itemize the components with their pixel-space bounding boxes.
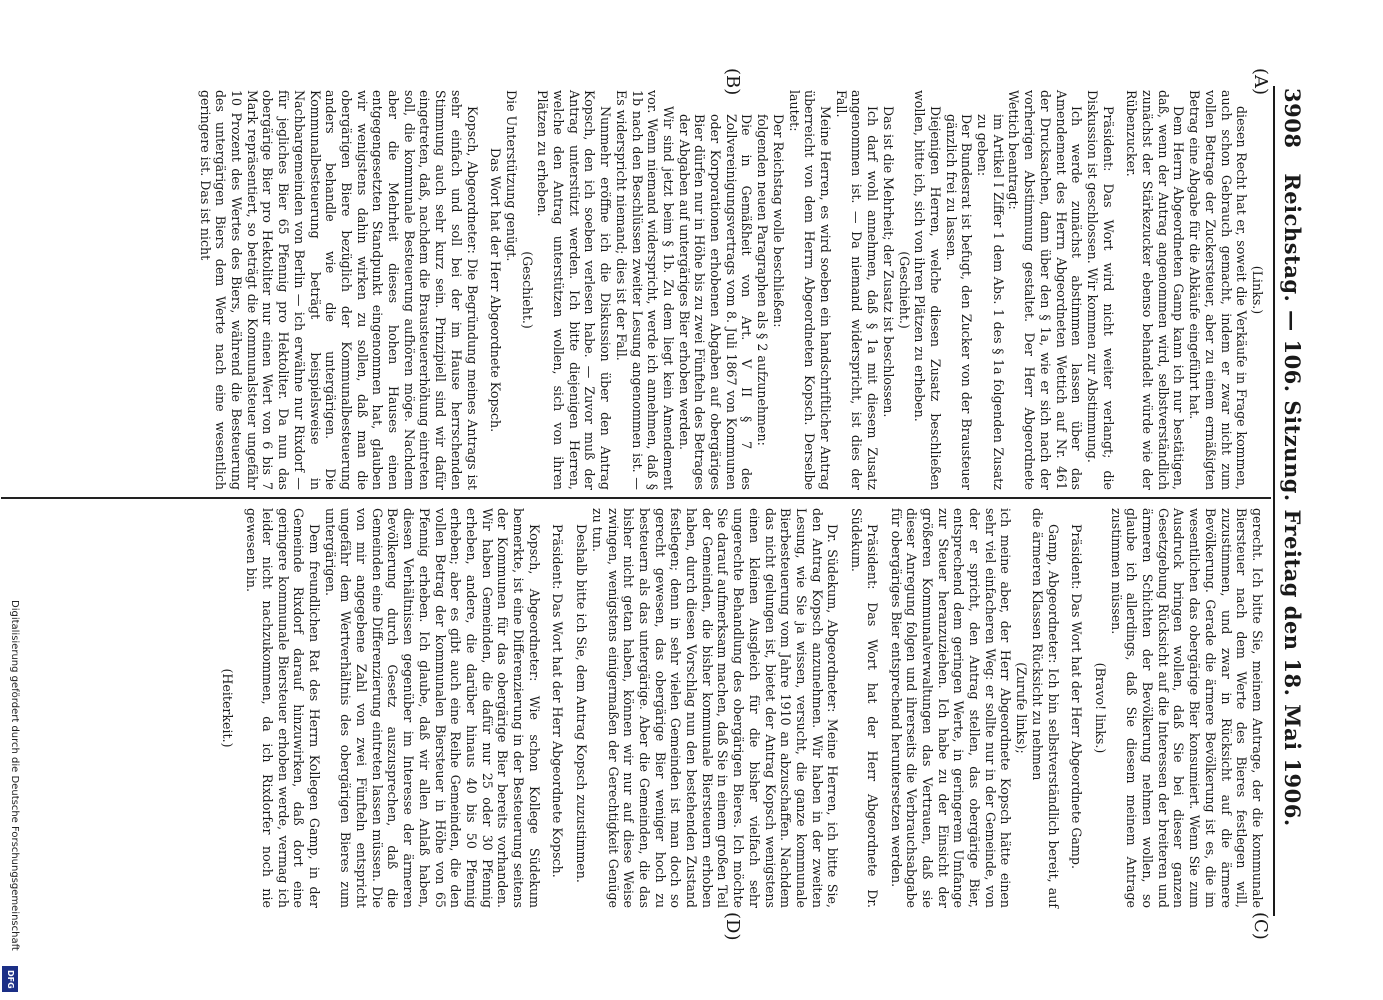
page-header	[1271, 0, 1311, 1000]
paragraph: gerecht. Ich bitte Sie, meinem Antrage, der die kommunale Biersteuer nach dem Werte des Bieres festlegen will, zuzustimmen, und zwar in Rücksicht auf die ärmere Bevölkerung. Gerade die ärmere Bevölkerung ist es, die im wesentlichen das obergärige Bier konsumiert. Wenn Sie zum Ausdruck bringen wollen, daß Sie bei dieser ganzen Gesetzgebung Rücksicht auf die Interessen der breiteren und ärmeren Schichten der Bevölkerung nehmen wollen, so glaube ich allerdings, daß Sie diesem meinem Antrage zustimmen müssen.	[1108, 508, 1265, 908]
paragraph: (Geschieht.)	[896, 251, 912, 329]
paragraph: Gamp, Abgeordneter: Ich bin selbstverständlich bereit, auf die ärmeren Klassen Rücksicht zu nehmen	[1029, 508, 1061, 908]
paragraph: Dem freundlichen Rat des Herrn Kollegen Gamp, in der Gemeinde Rixdorf darauf hinzuwirken, daß dort eine geringere kommunale Biersteuer erhoben werde, vermag ich leider nicht nachzukommen, da ich Rixdorfer noch nie gewesen bin.	[244, 508, 322, 908]
paragraph: ich meine aber, der Herr Abgeordnete Kopsch hätte einen sehr viel einfacheren Weg: er sollte nur in der Gemeinde, von der er spricht, den Antrag stellen, das obergärige Bier, entsprechend dem geringen Werte, in geringerem Umfange zur Steuer heranzuziehen. Ich habe zu der Einsicht der größeren Kommunalverwaltungen das Vertrauen, daß sie dieser Anregung folgen und ihrerseits die Verbrauchsabgabe für obergäriges Bier entsprechend heruntersetzen werden.	[888, 508, 1014, 908]
paragraph: Dem Herrn Abgeordneten Gamp kann ich nur bestätigen, daß, wenn der Antrag angenommen wird, selbstverständlich zunächst der Stärkezucker ebenso behandelt würde wie der Rübenzucker.	[1124, 90, 1187, 490]
paragraph: (Bravo! links.)	[1092, 662, 1108, 754]
paragraph: im Artikel I Ziffer 1 dem Abs. 1 des § 1a folgenden Zusatz zu geben:	[975, 114, 1006, 490]
paragraph: Der Bundesrat ist befugt, den Zucker von der Brausteuer gänzlich frei zu lassen.	[943, 114, 975, 490]
paragraph: Meine Herren, es wird soeben ein handschriftlicher Antrag überreicht von dem Herrn Abgeordneten Kopsch. Derselbe lautet:	[786, 90, 834, 490]
paragraph: (Geschieht.)	[519, 251, 535, 329]
page-number: 3908	[1280, 88, 1305, 149]
paragraph: Das ist die Mehrheit; der Zusatz ist beschlossen.	[880, 106, 896, 418]
paragraph: diesen Recht hat er, soweit die Verkäufe in Frage kommen, auch schon Gebrauch gemacht, indem er zwar nicht zum vollen Betrage der Zuckersteuer, aber zu einem ermäßigten Betrag eine Abgabe für die Abkäufe eingeführt hat.	[1187, 90, 1250, 490]
margin-mark-b: (B)	[722, 68, 743, 96]
paragraph: (Heiterkeit.)	[220, 668, 236, 748]
paragraph: Deshalb bitte ich Sie, dem Antrag Kopsch zuzustimmen.	[574, 524, 590, 883]
header-rule	[1273, 86, 1275, 916]
page-title: Reichstag. — 106. Sitzung. Freitag den 18. Mai 1906.	[1280, 173, 1305, 827]
paragraph: (Zurufe links);	[1014, 662, 1030, 754]
paragraph: Kopsch, Abgeordneter: Wie schon Kollege Südekum bemerkte, ist eine Differenzierung in der Besteuerung seitens der Kommunen für das obergärige Bier bereits vorhanden. Wir haben Gemeinden, die dafür nur 25 oder 30 Pfennig erheben, andere, die darüber hinaus 40 bis 50 Pfennig erheben; aber es gibt auch eine Reihe Gemeinden, die den vollen Betrag der kommunalen Biersteuer in Höhe von 65 Pfennig erheben. Ich glaube, daß wir allen Anlaß haben, diesen Verhältnissen gegenüber im Interesse der ärmeren Bevölkerung durch Gesetz auszusprechen, daß die Gemeinden eine Differenzierung eintreten lassen müssen. Die von mir angegebene Zahl von zwei Fünfteln entspricht ungefähr dem Wertverhältnis des obergärigen Bieres zum untergärigen.	[322, 508, 542, 908]
paragraph: Wir sind jetzt beim § 1b. Zu dem liegt kein Amendement vor. Wenn niemand widerspricht, werde ich annehmen, daß § 1b nach den Beschlüssen zweiter Lesung angenommen ist. — Es widerspricht niemand; dies ist der Fall.	[613, 90, 676, 490]
margin-mark-a: (A)	[1250, 68, 1271, 96]
paragraph: Präsident: Das Wort hat der Herr Abgeordnete Gamp.	[1069, 524, 1085, 869]
digitization-credit	[0, 600, 30, 1000]
column-divider	[1, 497, 1271, 499]
margin-mark-c: (C)	[1250, 912, 1271, 940]
paragraph: Diejenigen Herren, welche diesen Zusatz beschließen wollen, bitte ich, sich von ihren Plätzen zu erheben.	[912, 90, 943, 490]
dfg-logo: DFG	[2, 966, 18, 992]
margin-mark-d: (D)	[722, 912, 743, 941]
paragraph: Präsident: Das Wort wird nicht weiter verlangt; die Diskussion ist geschlossen. Wir kommen zur Abstimmung.	[1084, 90, 1116, 490]
paragraph: Die in Gemäßheit von Art. V II § 7 des Zollvereinigungsvertrags vom 8. Juli 1867 von Kommunen oder Korporationen erhobenen Abgaben auf obergäriges Bier dürfen nur in Höhe bis zu zwei Fünfteln des Betrages der Abgaben auf untergäriges Bier erhoben werden.	[676, 114, 755, 490]
paragraph: Die Unterstützung genügt.	[503, 90, 519, 262]
paragraph: Der Reichstag wolle beschließen:	[770, 114, 786, 328]
paragraph: folgenden neuen Paragraphen als § 2 aufzunehmen:	[755, 114, 771, 446]
paragraph: Dr. Südekum, Abgeordneter: Meine Herren, ich bitte Sie, den Antrag Kopsch anzunehmen. Wir haben in der zweiten Lesung, wie Sie ja wissen, versucht, die ganze kommunale Bierbesteuerung vom Jahre 1910 an abzuschaffen. Nachdem das nicht gelungen ist, bietet der Antrag Kopsch wenigstens einen kleinen Ausgleich für die bisher vielfach sehr ungerechte Behandlung des obergärigen Bieres. Ich möchte Sie darauf aufmerksam machen, daß Sie in einem großen Teil der Gemeinden, die bisher kommunale Biersteuern erhoben haben, durch diesen Vorschlag nun den bestehenden Zustand festlegen; denn in sehr vielen Gemeinden ist man doch so gerecht gewesen, das obergärige Bier weniger hoch zu besteuern als das untergärige. Aber die Gemeinden, die das bisher nicht getan haben, können wir nur auf diese Weise zwingen, wenigstens einigermaßen der Gerechtigkeit Genüge zu tun.	[589, 508, 841, 908]
paragraph: (Links.)	[1250, 265, 1265, 315]
right-column	[220, 508, 1265, 908]
left-column	[197, 90, 1265, 490]
paragraph: Das Wort hat der Herr Abgeordnete Kopsch.	[488, 147, 504, 433]
paragraph: Präsident: Das Wort hat der Herr Abgeordnete Kopsch.	[550, 524, 566, 878]
paragraph: Ich darf wohl annehmen, daß § 1a mit diesem Zusatz angenommen ist. — Da niemand widerspricht, ist dies der Fall.	[833, 90, 881, 490]
paragraph: Nunmehr eröffne ich die Diskussion über den Antrag Kopsch, den ich soeben verlesen habe. — Zuvor muß der Antrag unterstützt werden. Ich bitte diejenigen Herren, welche den Antrag unterstützen wollen, sich von ihren Plätzen zu erheben.	[535, 90, 614, 490]
paragraph: Kopsch, Abgeordneter: Die Begründung meines Antrags ist sehr einfach und soll bei der im Hause herrschenden Stimmung auch sehr kurz sein. Prinzipiell sind wir dafür eingetreten, daß, nachdem die Brausteuererhöhung eintreten soll, die kommunale Besteuerung aufhören möge. Nachdem aber die Mehrheit dieses hohen Hauses einen entgegengesetzten Standpunkt eingenommen hat, glauben wir wenigstens dahin wirken zu sollen, daß man die obergärigen Biere bezüglich der Kommunalbesteuerung anders behandle wie die untergärigen. Die Kommunalbesteuerung beträgt beispielsweise in Nachbargemeinden von Berlin — ich erwähne nur Rixdorf — für jegliches Bier 65 Pfennig pro Hektoliter. Da nun das obergärige Bier pro Hektoliter nur einen Wert von 6 bis 7 Mark repräsentiert, so beträgt die Kommunalsteuer ungefähr 10 Prozent des Wertes des Biers, während die Besteuerung des untergärigen Biers dem Werte nach eine wesentlich geringere ist. Das ist nicht	[197, 90, 480, 490]
paragraph: Ich werde zunächst abstimmen lassen über das Amendement des Herrn Abgeordneten Wettich auf Nr. 461 der Drucksachen, dann über den § 1a, wie er sich nach der vorherigen Abstimmung gestaltet. Der Herr Abgeordnete Wettich beantragt:	[1006, 90, 1085, 490]
credit-text: Digitalisierung gefördert durch die Deutsche Forschungsgemeinschaft	[9, 600, 20, 951]
paragraph: Präsident: Das Wort hat der Herr Abgeordnete Dr. Südekum.	[849, 508, 880, 908]
